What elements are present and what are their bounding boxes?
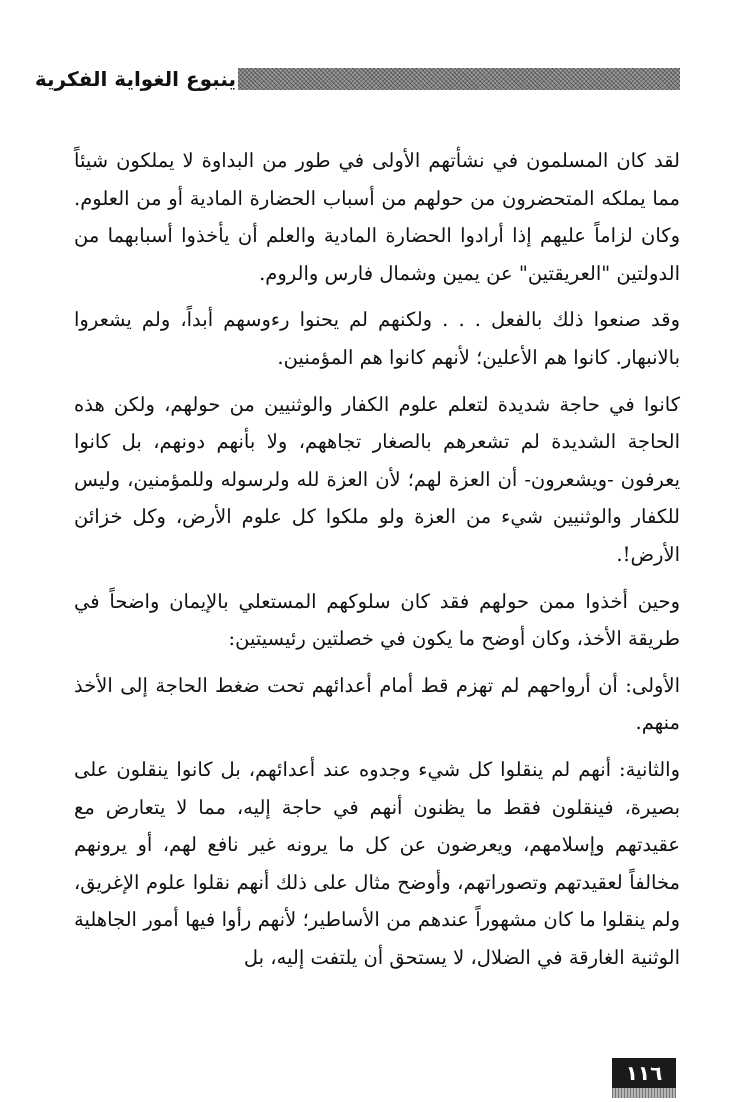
page-number: ١١٦ (612, 1058, 676, 1088)
paragraph-3: كانوا في حاجة شديدة لتعلم علوم الكفار والوثنيين من حولهم، ولكن هذه الحاجة الشديدة لم تشعرهم بالصغار تجاههم، ولا بأنهم دونهم، بل كانوا يعرفون -ويشعرون- أن العزة لهم؛ لأن العزة لله ولرسوله وللمؤمنين، وليس للكفار والوثنيين شيء من العزة ولو ملكوا كل علوم الأرض، وكل خزائن الأرض!. (74, 392, 680, 566)
body-text (74, 142, 680, 976)
paragraph-2: وقد صنعوا ذلك بالفعل . . . ولكنهم لم يحنوا رءوسهم أبداً، ولم يشعروا بالانبهار. كانوا هم الأعلين؛ لأنهم كانوا هم المؤمنين. (74, 308, 680, 369)
paragraph-6: والثانية: أنهم لم ينقلوا كل شيء وجدوه عند أعدائهم، بل كانوا ينقلون على بصيرة، فينقلون فقط ما يظنون أنهم في حاجة إليه، مما لا يتعارض مع عقيدتهم وإسلامهم، ويعرضون عن كل ما يرونه غير نافع لهم، أو يرونهم مخالفاً لعقيدتهم وتصوراتهم، وأوضح مثال على ذلك أنهم نقلوا علوم الإغريق، ولم ينقلوا ما كان مشهوراً عندهم من الأساطير؛ لأنهم رأوا فيها أمور الجاهلية الوثنية الغارقة في الضلال، لا يستحق أن يلتفت إليه، بل (74, 757, 680, 969)
page-number-decorative-strip (612, 1088, 676, 1098)
paragraph-4: وحين أخذوا ممن حولهم فقد كان سلوكهم المستعلي بالإيمان واضحاً في طريقة الأخذ، وكان أوضح ما يكون في خصلتين رئيسيتين: (74, 589, 680, 651)
running-header-title: ينبوع الغواية الفكرية (34, 67, 236, 91)
paragraph-5: الأولى: أن أرواحهم لم تهزم قط أمام أعدائهم تحت ضغط الحاجة إلى الأخذ منهم. (74, 673, 680, 735)
running-header (34, 62, 680, 98)
header-decorative-bar (238, 68, 680, 90)
paragraph-1: لقد كان المسلمون في نشأتهم الأولى في طور من البداوة لا يملكون شيئاً مما يملكه المتحضرون من حولهم من أسباب الحضارة المادية أو من العلوم. وكان لزاماً عليهم إذا أرادوا الحضارة المادية والعلم أن يأخذوا أسبابهما من الدولتين "العريقتين" عن يمين وشمال فارس والروم. (74, 149, 680, 285)
